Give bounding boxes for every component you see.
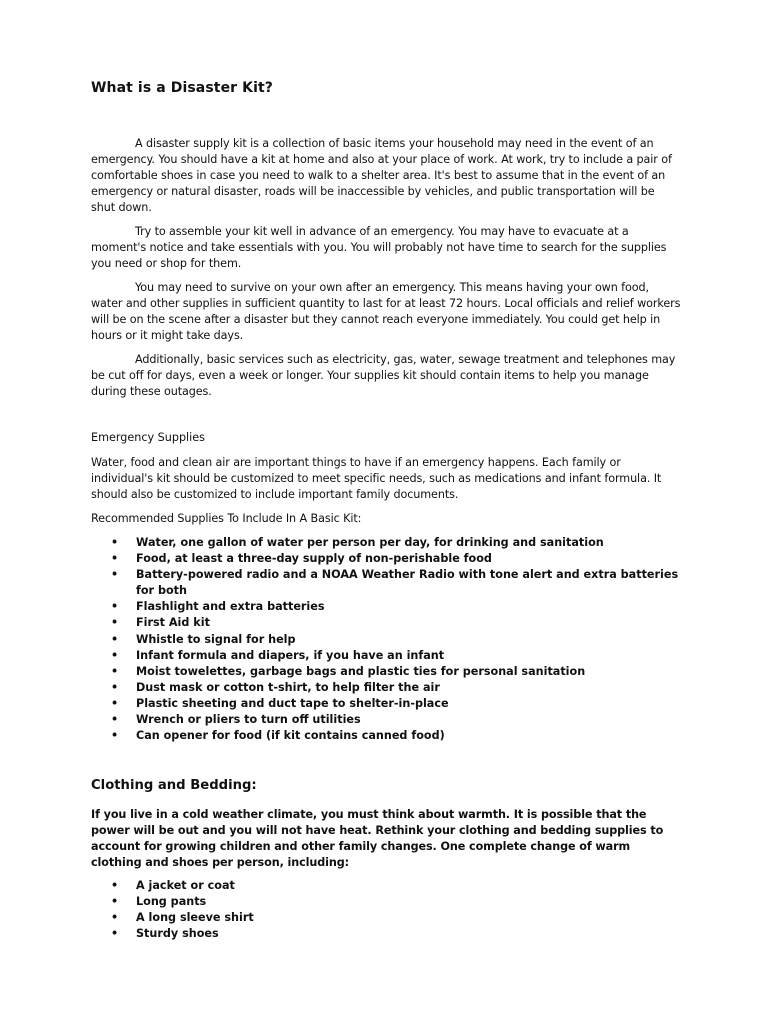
bullet-icon: • (111, 600, 119, 614)
emergency-supplies-heading: Emergency Supplies (91, 431, 205, 444)
supplies-list-intro: Recommended Supplies To Include In A Basic Kit: (91, 512, 362, 526)
list-item (91, 696, 681, 712)
clothing-heading: Clothing and Bedding: (91, 778, 257, 793)
list-item-label: Can opener for food (if kit contains canned food) (136, 729, 445, 743)
list-item-label: Sturdy shoes (136, 927, 219, 941)
emergency-supplies-text (91, 455, 681, 535)
list-item (91, 878, 681, 894)
bullet-icon: • (111, 632, 119, 646)
intro-section (91, 136, 681, 408)
list-item (91, 894, 681, 910)
bullet-icon: • (111, 568, 119, 582)
list-item (91, 599, 681, 615)
emergency-supplies-paragraph: Water, food and clean air are important things to have if an emergency happens. Each family or individual's kit should be customized to meet specific needs, such as medications and infant formula. It should also be customized to include important family documents. (91, 456, 662, 502)
bullet-icon: • (111, 927, 119, 941)
bullet-icon: • (111, 895, 119, 909)
list-item-label: Long pants (136, 895, 207, 909)
list-item-label: Plastic sheeting and duct tape to shelter-in-place (136, 696, 449, 710)
page-title: What is a Disaster Kit? (91, 80, 274, 96)
list-item (91, 615, 681, 631)
list-item-label: Wrench or pliers to turn off utilities (136, 713, 361, 727)
list-item (91, 728, 681, 744)
list-item (91, 910, 681, 926)
list-item-label: Dust mask or cotton t-shirt, to help filter the air (136, 680, 440, 694)
list-item-label: Food, at least a three-day supply of non-perishable food (136, 552, 492, 566)
bullet-icon: • (111, 680, 119, 694)
bullet-icon: • (111, 879, 119, 892)
bullet-icon: • (111, 664, 119, 678)
intro-paragraph: A disaster supply kit is a collection of basic items your household may need in the event of an emergency. You should have a kit at home and also at your place of work. At work, try to include a pair of comfortable shoes in case you need to walk to a shelter area. It's best to assume that in the event of an emergency or natural disaster, roads will be inaccessible by vehicles, and public transportation will be shut down. (91, 137, 672, 215)
list-item-label: Battery-powered radio and a NOAA Weather Radio with tone alert and extra batteries for both (136, 568, 679, 598)
bullet-icon: • (111, 696, 119, 710)
list-item-label: Flashlight and extra batteries (136, 600, 325, 614)
clothing-text (91, 807, 681, 879)
list-item-label: Infant formula and diapers, if you have an infant (136, 648, 445, 662)
list-item (91, 648, 681, 664)
list-item-label: Water, one gallon of water per person per day, for drinking and sanitation (136, 536, 604, 549)
list-item-label: A long sleeve shirt (136, 911, 254, 925)
supplies-list (91, 535, 681, 744)
bullet-icon: • (111, 911, 119, 925)
intro-paragraph: You may need to survive on your own after an emergency. This means having your own food, water and other supplies in sufficient quantity to last for at least 72 hours. Local officials and relief workers will be on the scene after a disaster but they cannot reach everyone immediately. You could get help in hours or it might take days. (91, 280, 681, 343)
bullet-icon: • (111, 552, 119, 566)
list-item-label: Moist towelettes, garbage bags and plastic ties for personal sanitation (136, 664, 586, 678)
bullet-icon: • (111, 616, 119, 630)
intro-paragraph: Try to assemble your kit well in advance of an emergency. You may have to evacuate at a moment's notice and take essentials with you. You will probably not have time to search for the supplies you need or shop for them. (91, 225, 667, 271)
list-item (91, 551, 681, 567)
bullet-icon: • (111, 536, 119, 549)
list-item-label: Whistle to signal for help (136, 632, 296, 646)
list-item (91, 926, 681, 942)
list-item (91, 567, 681, 599)
bullet-icon: • (111, 713, 119, 727)
list-item-label: First Aid kit (136, 616, 210, 630)
list-item (91, 712, 681, 728)
list-item (91, 535, 681, 551)
bullet-icon: • (111, 729, 119, 743)
intro-paragraph: Additionally, basic services such as electricity, gas, water, sewage treatment and telephones may be cut off for days, even a week or longer. Your supplies kit should contain items to help you manage during these outages. (91, 352, 676, 399)
list-item-label: A jacket or coat (136, 879, 235, 892)
list-item (91, 632, 681, 648)
clothing-paragraph: If you live in a cold weather climate, you must think about warmth. It is possible that the power will be out and you will not have heat. Rethink your clothing and bedding supplies to account for growing children and other family changes. One complete change of warm clothing and shoes per person, including: (91, 808, 664, 870)
clothing-list (91, 878, 681, 942)
list-item (91, 680, 681, 696)
list-item (91, 664, 681, 680)
bullet-icon: • (111, 648, 119, 662)
